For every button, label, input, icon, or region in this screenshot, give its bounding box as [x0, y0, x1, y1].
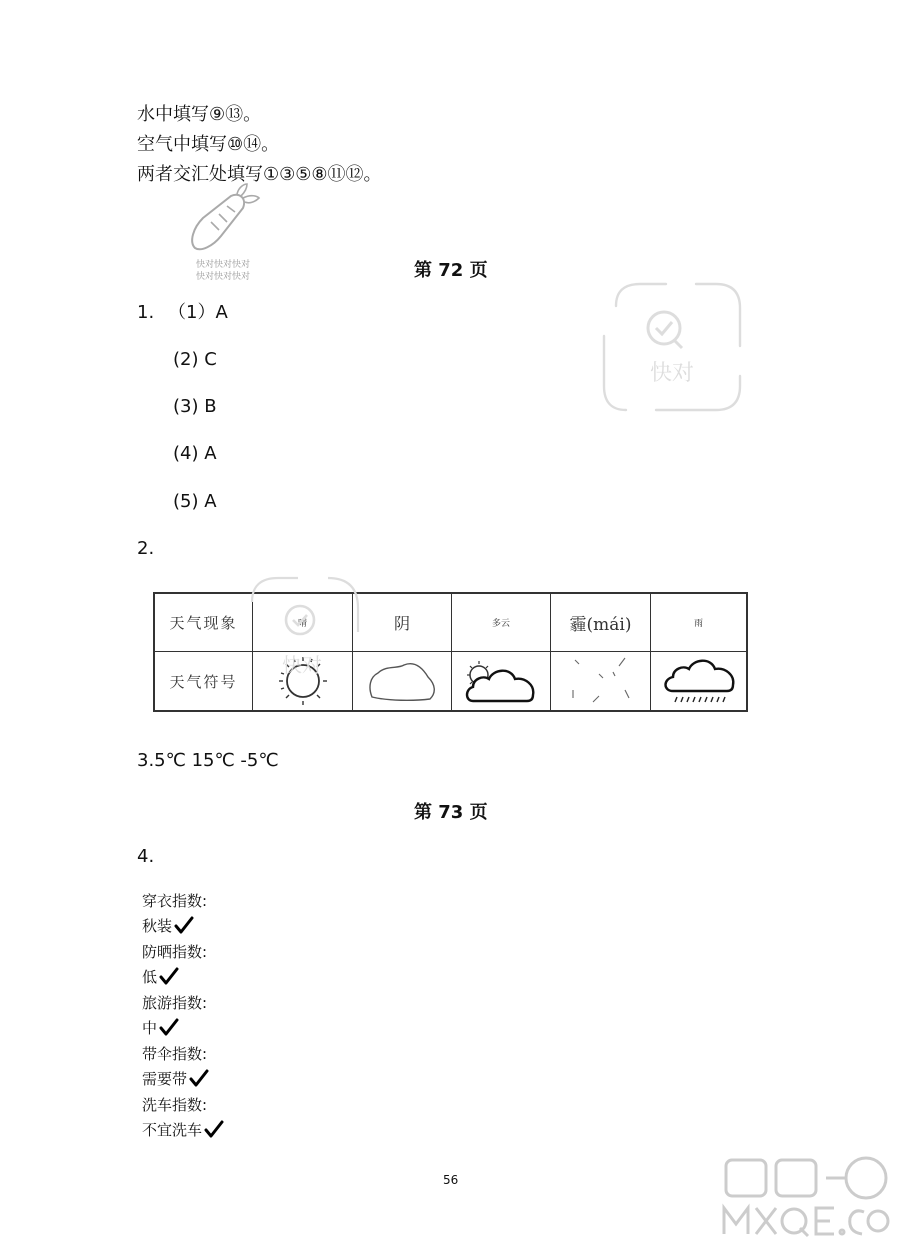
page-number: 56: [443, 1173, 459, 1187]
phenomenon-haze: 霾(mái): [551, 594, 651, 651]
index-value-umbrella: [142, 1069, 209, 1089]
checkmark-icon: [204, 1120, 224, 1138]
q1-label: 1.: [137, 302, 155, 323]
index-label-sunscreen: 防晒指数:: [142, 943, 208, 961]
index-value-travel: [142, 1018, 179, 1038]
intro-line-both: 两者交汇处填写①③⑤⑧⑪⑫。: [137, 164, 382, 185]
phenomenon-sunny: 晴: [253, 594, 353, 651]
index-label-clothing: 穿衣指数:: [142, 892, 208, 910]
watermark-small-text-2: 快对快对快对: [196, 272, 251, 282]
index-value-umbrella-text: 需要带: [142, 1070, 188, 1088]
phenomenon-rain: 雨: [693, 619, 703, 629]
page-73-heading: 第 73 页: [414, 802, 488, 823]
index-value-clothing-text: 秋装: [142, 917, 173, 935]
q2-label: 2.: [137, 538, 155, 559]
index-value-sunscreen-text: 低: [142, 968, 158, 986]
symbol-rain-cell: [651, 652, 746, 710]
q1-answer-2: (2) C: [173, 349, 217, 370]
haze-icon: [563, 654, 639, 708]
index-value-carwash-text: 不宜洗车: [142, 1121, 203, 1139]
kuaidui-stamp-watermark-icon: [596, 276, 748, 416]
symbol-cloudy-cell: [452, 652, 551, 710]
q1-answer-3: (3) B: [173, 396, 217, 417]
q1-answer-5: (5) A: [173, 491, 217, 512]
index-value-sunscreen: [142, 967, 179, 987]
checkmark-icon: [174, 916, 194, 934]
table-stamp-watermark-icon: [238, 572, 366, 692]
checkmark-icon: [189, 1069, 209, 1087]
index-value-carwash: [142, 1120, 224, 1140]
checkmark-icon: [159, 967, 179, 985]
carrot-watermark-icon: [185, 182, 265, 254]
page-72-heading: 第 72 页: [414, 260, 488, 281]
q1-answer-4: (4) A: [173, 443, 217, 464]
overcast-cloud-icon: [364, 657, 440, 705]
checkmark-icon: [159, 1018, 179, 1036]
partly-cloudy-icon: [461, 655, 541, 707]
phenomenon-row-label: 天气现象: [155, 594, 253, 651]
symbol-haze-cell: [551, 652, 651, 710]
index-value-clothing: [142, 916, 194, 936]
rain-icon: [661, 655, 737, 707]
symbol-overcast-cell: [353, 652, 452, 710]
index-label-umbrella: 带伞指数:: [142, 1045, 208, 1063]
index-value-travel-text: 中: [142, 1019, 158, 1037]
watermark-small-text-1: 快对快对快对: [196, 260, 251, 270]
intro-line-air: 空气中填写⑩⑭。: [137, 134, 280, 155]
svg-text:快对: 快对: [282, 653, 322, 677]
symbol-row-label: 天气符号: [155, 652, 253, 710]
index-label-carwash: 洗车指数:: [142, 1096, 208, 1114]
site-logo-watermark-icon: [716, 1152, 896, 1242]
phenomenon-cloudy: 多云: [452, 594, 551, 651]
q3-answer: 3.5℃ 15℃ -5℃: [137, 750, 279, 771]
phenomenon-overcast: 阴: [353, 594, 452, 651]
q1-answer-1: （1）A: [168, 302, 228, 323]
index-label-travel: 旅游指数:: [142, 994, 208, 1012]
q4-label: 4.: [137, 846, 155, 867]
svg-text:快对: 快对: [649, 361, 695, 386]
intro-line-water: 水中填写⑨⑬。: [137, 104, 262, 125]
